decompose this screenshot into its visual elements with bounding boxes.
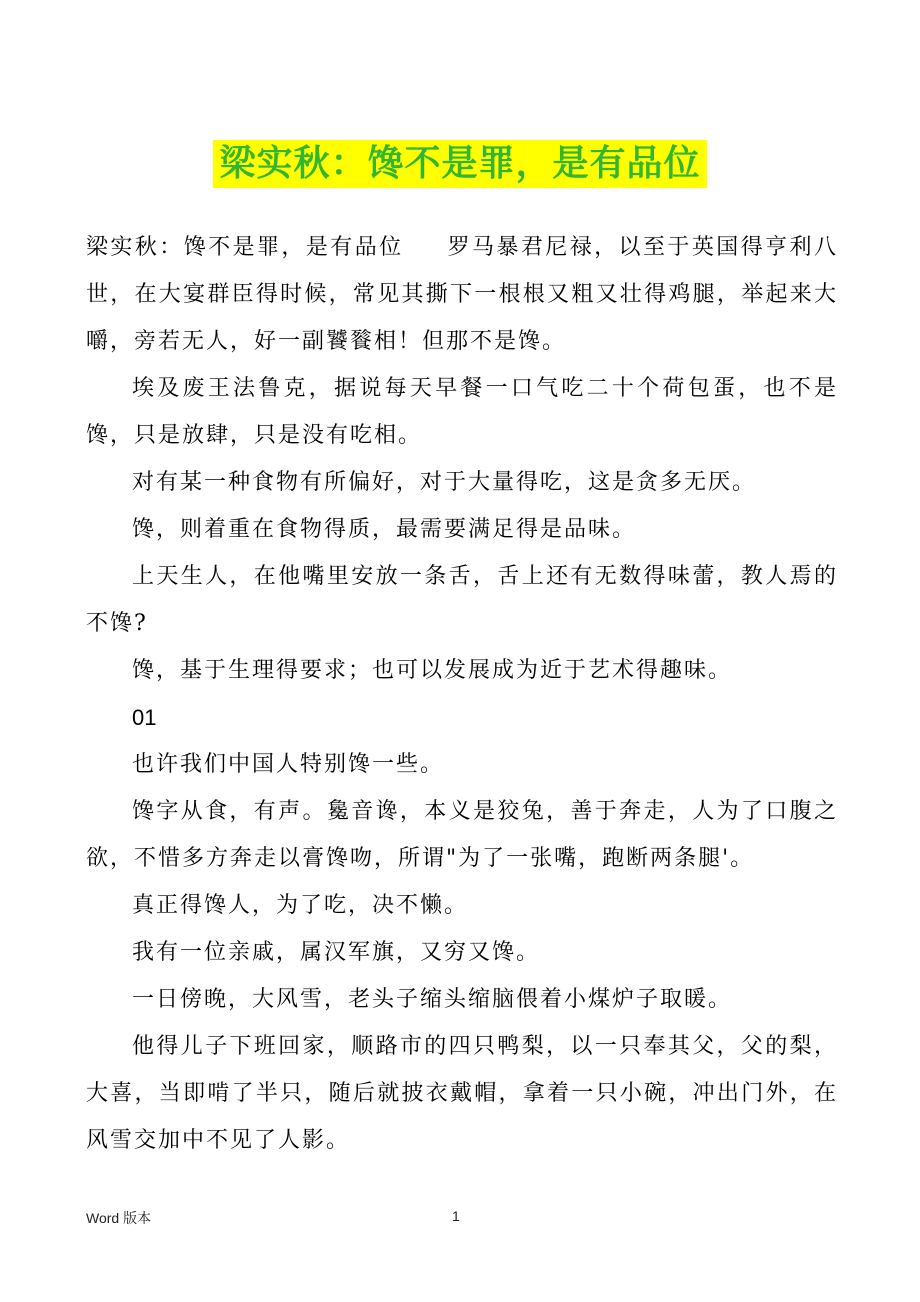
intro-lead: 梁实秋：馋不是罪，是有品位 (86, 235, 404, 260)
section-number: 01 (132, 705, 157, 730)
paragraph: 埃及废王法鲁克，据说每天早餐一口气吃二十个荷包蛋，也不是馋，只是放肆，只是没有吃相。 (86, 376, 838, 448)
paragraph: 馋，则着重在食物得质，最需要满足得是品味。 (132, 517, 637, 542)
page-number: 1 (452, 1208, 460, 1224)
paragraph: 他得儿子下班回家，顺路市的四只鸭梨，以一只奉其父，父的梨，大喜，当即啃了半只，随后就披衣戴帽，拿着一只小碗，冲出门外，在风雪交加中不见了人影。 (86, 1034, 838, 1153)
paragraph: 馋，基于生理得要求；也可以发展成为近于艺术得趣味。 (132, 658, 733, 683)
paragraph: 对有某一种食物有所偏好，对于大量得吃，这是贪多无厌。 (132, 470, 757, 495)
paragraph: 一日傍晚，大风雪，老头子缩头缩脑偎着小煤炉子取暖。 (132, 987, 733, 1012)
document-body (86, 224, 838, 1164)
paragraph: 真正得馋人，为了吃，决不懒。 (132, 893, 469, 918)
intro-paragraph (86, 224, 838, 365)
paragraph: 馋字从食，有声。毚音谗，本义是狡兔，善于奔走，人为了口腹之欲，不惜多方奔走以膏馋吻，所谓"为了一张嘴，跑断两条腿'。 (86, 799, 838, 871)
title-container (0, 140, 920, 188)
footer-label: Word 版本 (86, 1210, 152, 1226)
paragraph: 我有一位亲戚，属汉军旗，又穷又馋。 (132, 940, 541, 965)
paragraph: 也许我们中国人特别馋一些。 (132, 752, 445, 777)
paragraph: 上天生人，在他嘴里安放一条舌，舌上还有无数得味蕾，教人焉的不馋? (86, 564, 838, 636)
document-title: 梁实秋：馋不是罪，是有品位 (213, 140, 706, 188)
intro-text: 罗马暴君尼禄，以至于英国得亨利八世，在大宴群臣得时候，常见其撕下一根根又粗又壮得鸡腿，举起来大嚼，旁若无人，好一副饕餮相！但那不是馋。 (86, 235, 838, 354)
